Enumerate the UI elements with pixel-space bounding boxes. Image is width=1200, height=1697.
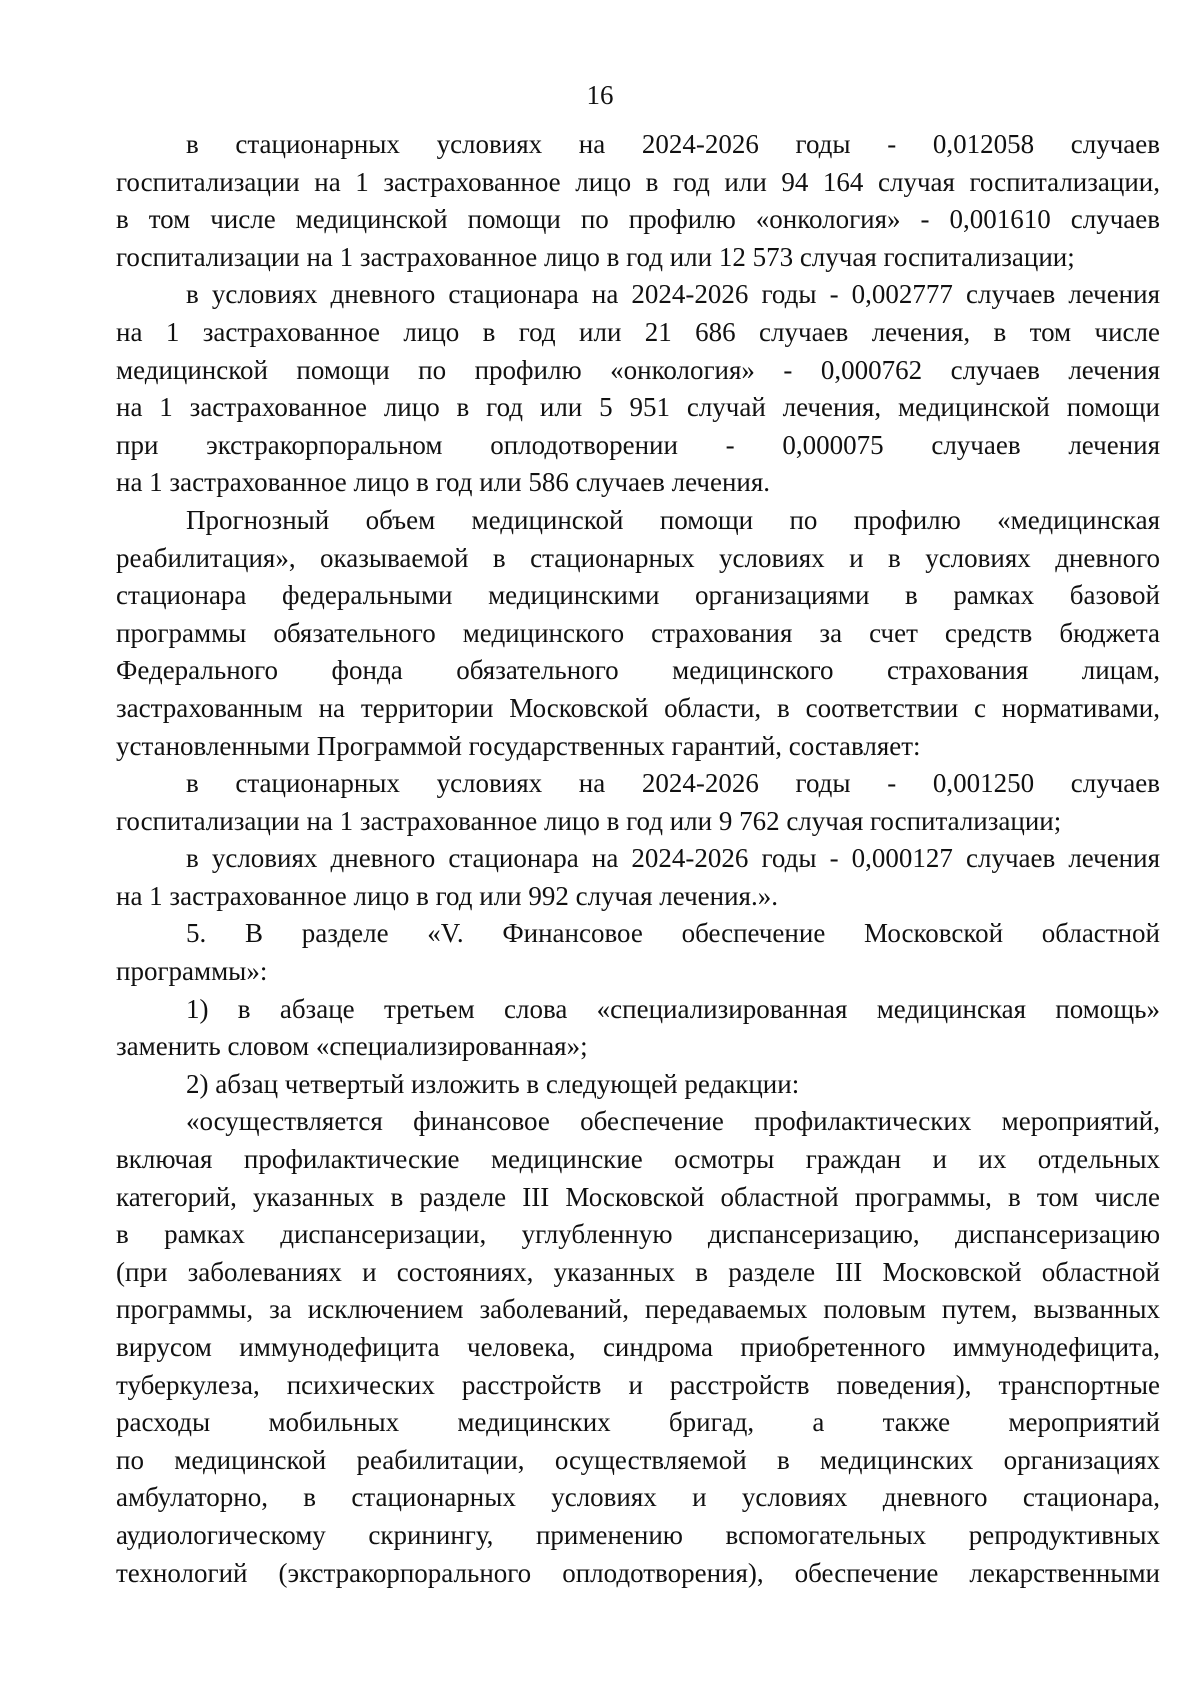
text-line: туберкулеза, психических расстройств и расстройств поведения), транспортные	[116, 1369, 1160, 1400]
text-line: стационара федеральными медицинскими организациями в рамках базовой	[116, 580, 1160, 611]
text-line: заменить словом «специализированная»;	[116, 1031, 588, 1062]
text-line: «осуществляется финансовое обеспечение профилактических мероприятий,	[186, 1106, 1160, 1137]
text-line: расходы мобильных медицинских бригад, а также мероприятий	[116, 1407, 1160, 1438]
text-line: в условиях дневного стационара на 2024-2026 годы - 0,000127 случаев лечения	[186, 843, 1160, 874]
text-line: реабилитация», оказываемой в стационарных условиях и в условиях дневного	[116, 542, 1160, 573]
text-line: Прогнозный объем медицинской помощи по профилю «медицинская	[186, 504, 1160, 535]
text-line: аудиологическому скринингу, применению вспомогательных репродуктивных	[116, 1519, 1160, 1550]
text-line: в условиях дневного стационара на 2024-2026 годы - 0,002777 случаев лечения	[186, 279, 1160, 310]
text-line: на 1 застрахованное лицо в год или 21 686 случаев лечения, в том числе	[116, 316, 1160, 347]
text-line: в стационарных условиях на 2024-2026 годы - 0,001250 случаев	[186, 768, 1160, 799]
text-line: 1) в абзаце третьем слова «специализированная медицинская помощь»	[186, 993, 1160, 1024]
text-line: в рамках диспансеризации, углубленную диспансеризацию, диспансеризацию	[116, 1219, 1160, 1250]
text-line: на 1 застрахованное лицо в год или 586 случаев лечения.	[116, 467, 771, 498]
text-line: при экстракорпоральном оплодотворении - 0,000075 случаев лечения	[116, 429, 1160, 460]
text-line: программы, за исключением заболеваний, передаваемых половым путем, вызванных	[116, 1294, 1160, 1325]
text-line: в стационарных условиях на 2024-2026 годы - 0,012058 случаев	[186, 129, 1160, 159]
text-line: программы»:	[116, 956, 268, 987]
text-line: установленными Программой государственных гарантий, составляет:	[116, 730, 921, 761]
text-line: в том числе медицинской помощи по профилю «онкология» - 0,001610 случаев	[116, 204, 1160, 235]
text-line: включая профилактические медицинские осмотры граждан и их отдельных	[116, 1144, 1160, 1175]
text-line: вирусом иммунодефицита человека, синдрома приобретенного иммунодефицита,	[116, 1332, 1160, 1362]
text-line: Федерального фонда обязательного медицинского страхования лицам,	[116, 655, 1160, 686]
text-line: программы обязательного медицинского страхования за счет средств бюджета	[116, 617, 1160, 648]
text-line: амбулаторно, в стационарных условиях и условиях дневного стационара,	[116, 1482, 1160, 1513]
text-line: госпитализации на 1 застрахованное лицо в год или 94 164 случая госпитализации,	[116, 166, 1160, 197]
text-line: по медицинской реабилитации, осуществляемой в медицинских организациях	[116, 1444, 1160, 1475]
text-line: застрахованным на территории Московской области, в соответствии с нормативами,	[116, 692, 1160, 723]
text-line: 2) абзац четвертый изложить в следующей редакции:	[186, 1068, 800, 1099]
text-line: 5. В разделе «V. Финансовое обеспечение Московской областной	[186, 918, 1160, 949]
text-line: на 1 застрахованное лицо в год или 992 случая лечения.».	[116, 880, 778, 911]
page-number: 16	[586, 80, 614, 110]
text-line: госпитализации на 1 застрахованное лицо в год или 9 762 случая госпитализации;	[116, 805, 1062, 836]
text-line: категорий, указанных в разделе III Московской областной программы, в том числе	[116, 1181, 1160, 1212]
text-line: (при заболеваниях и состояниях, указанных в разделе III Московской областной	[116, 1256, 1160, 1287]
text-line: технологий (экстракорпорального оплодотворения), обеспечение лекарственными	[116, 1557, 1160, 1588]
text-line: медицинской помощи по профилю «онкология» - 0,000762 случаев лечения	[116, 354, 1160, 385]
text-line: на 1 застрахованное лицо в год или 5 951 случай лечения, медицинской помощи	[116, 392, 1160, 423]
document-body	[116, 126, 1160, 1592]
text-line: госпитализации на 1 застрахованное лицо в год или 12 573 случая госпитализации;	[116, 241, 1075, 272]
